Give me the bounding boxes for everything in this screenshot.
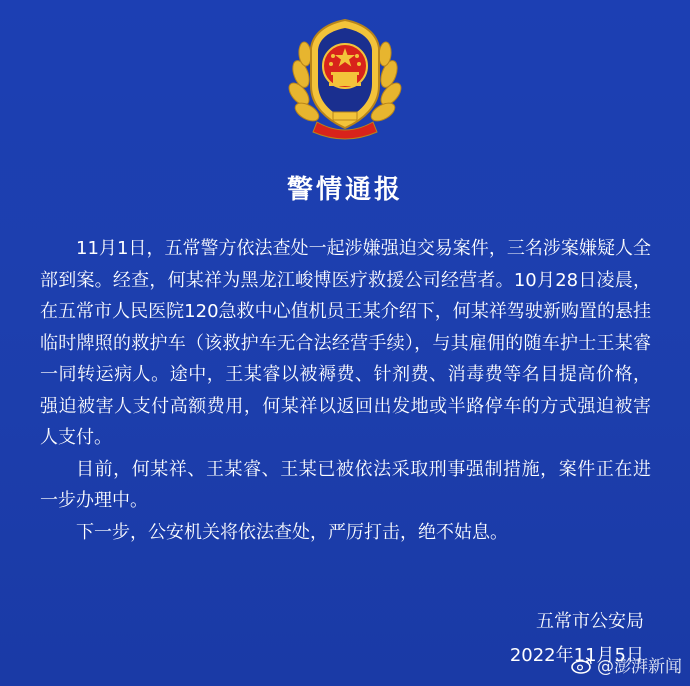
body-paragraph: 目前，何某祥、王某睿、王某已被依法采取刑事强制措施，案件正在进一步办理中。 <box>40 458 651 511</box>
watermark <box>571 652 682 677</box>
weibo-icon <box>571 656 593 674</box>
notice-body <box>40 233 651 548</box>
police-emblem-icon <box>287 14 403 142</box>
body-paragraph: 下一步，公安机关将依法查处，严厉打击，绝不姑息。 <box>76 521 508 543</box>
issuer-name: 五常市公安局 <box>536 611 644 632</box>
watermark-label: @澎湃新闻 <box>597 657 682 677</box>
issue-date: 2022年11月5日 <box>509 645 644 666</box>
body-paragraph: 11月1日，五常警方依法查处一起涉嫌强迫交易案件，三名涉案嫌疑人全部到案。经查，何某祥为黑龙江峻博医疗救援公司经营者。10月28日凌晨，在五常市人民医院120急救中心值机员王某介绍下，何某祥驾驶新购置的悬挂临时牌照的救护车（该救护车无合法经营手续），与其雇佣的随车护士王某睿一同转运病人。途中，王某睿以被褥费、针剂费、消毒费等名目提高价格，强迫被害人支付高额费用，何某祥以返回出发地或半路停车的方式强迫被害人支付。 <box>40 238 651 448</box>
page-title: 警情通报 <box>286 175 403 205</box>
